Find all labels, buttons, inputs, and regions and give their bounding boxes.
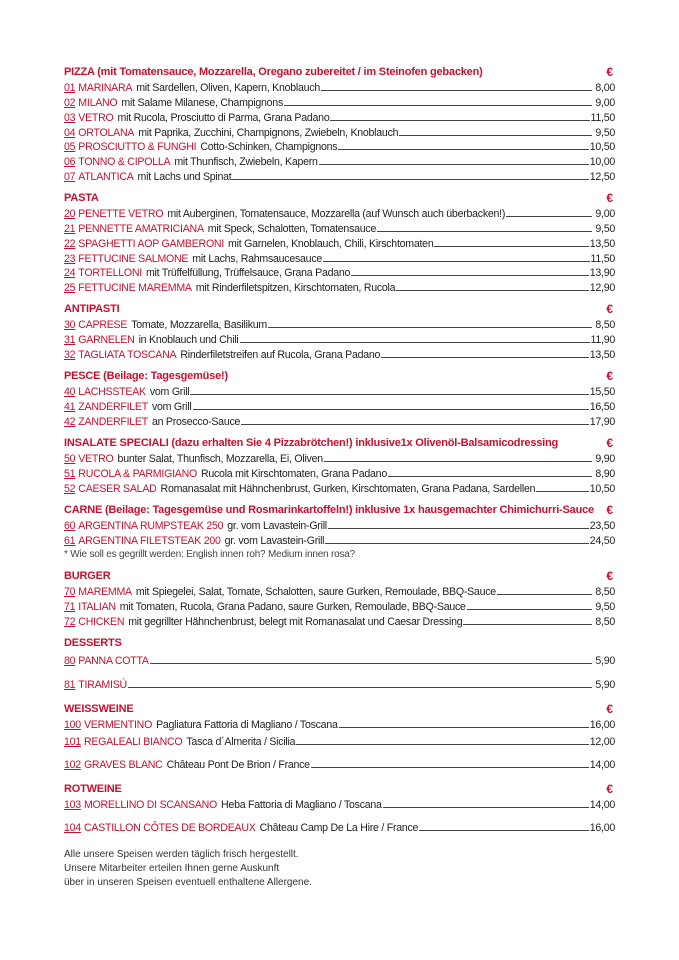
item-name: CAESER SALAD: [78, 482, 157, 495]
item-number: 81: [64, 678, 76, 691]
item-description: mit Tomaten, Rucola, Grana Padano, saure Gurken, Remoulade, BBQ-Sauce: [119, 600, 466, 613]
leader-line: [396, 290, 588, 291]
section-header: [64, 369, 615, 384]
item-name: CHICKEN: [78, 615, 125, 628]
section-header: [64, 636, 615, 651]
section-header: [64, 191, 615, 206]
leader-line: [399, 135, 592, 136]
menu-item-02: [64, 95, 615, 110]
item-price: 13,50: [589, 237, 615, 250]
item-description: an Prosecco-Sauce: [151, 415, 241, 428]
leader-line: [381, 357, 589, 358]
currency-symbol: €: [606, 369, 613, 383]
item-number: 25: [64, 282, 76, 295]
item-price: 10,50: [589, 482, 615, 495]
item-price: 9,00: [595, 207, 615, 220]
section-title: PIZZA (mit Tomatensauce, Mozzarella, Oregano zubereitet / im Steinofen gebacken): [64, 66, 483, 78]
item-number: 03: [64, 111, 76, 124]
menu-item-30: [64, 317, 615, 332]
item-price: 11,90: [590, 333, 615, 346]
item-number: 101: [64, 735, 81, 748]
item-number: 100: [64, 718, 81, 731]
item-price: 5,90: [595, 654, 615, 667]
leader-line: [190, 394, 588, 395]
item-description: Tasca d´Almerita / Sicilia: [186, 735, 296, 748]
currency-symbol: €: [606, 782, 613, 796]
leader-line: [325, 543, 588, 544]
item-description: vom Grill: [149, 385, 190, 398]
menu-item-50: [64, 451, 615, 466]
item-description: mit Paprika, Zucchini, Champignons, Zwiebeln, Knoblauch: [138, 126, 399, 139]
item-description: Rinderfiletstreifen auf Rucola, Grana Padano: [180, 348, 381, 361]
item-name: ZANDERFILET: [78, 415, 148, 428]
item-name: MORELLINO DI SCANSANO: [83, 798, 218, 811]
menu-item-41: [64, 399, 615, 414]
leader-line: [311, 767, 589, 768]
item-description: in Knoblauch und Chili: [138, 333, 239, 346]
section-header: [64, 702, 615, 717]
menu-item-04: [64, 125, 615, 140]
leader-line: [319, 164, 589, 165]
item-price: 9,90: [595, 452, 615, 465]
item-description: bunter Salat, Thunfisch, Mozzarella, Ei, Oliven: [117, 452, 323, 465]
item-description: Rucola mit Kirschtomaten, Grana Padano: [200, 467, 387, 480]
item-number: 51: [64, 467, 76, 480]
item-price: 12,90: [589, 282, 615, 295]
item-description: mit Lachs, Rahmsaucesauce: [192, 252, 323, 265]
item-name: ATLANTICA: [78, 171, 134, 184]
menu-item-05: [64, 140, 615, 155]
section-insalate: [64, 436, 615, 496]
leader-line: [338, 149, 588, 150]
item-number: 80: [64, 654, 76, 667]
section-header: [64, 569, 615, 584]
menu-item-81: [64, 677, 615, 692]
menu-item-71: [64, 599, 615, 614]
item-name: PANNA COTTA: [78, 654, 149, 667]
item-name: REGALEALI BIANCO: [83, 735, 183, 748]
menu-item-07: [64, 169, 615, 184]
leader-line: [328, 528, 589, 529]
item-name: PENETTE VETRO: [78, 207, 164, 220]
section-header: [64, 302, 615, 317]
leader-line: [128, 687, 592, 688]
item-name: TONNO & CIPOLLA: [78, 156, 171, 169]
grill-note: * Wie soll es gegrillt werden: English innen roh? Medium innen rosa?: [64, 548, 356, 560]
leader-line: [284, 105, 592, 106]
item-number: 104: [64, 821, 81, 834]
section-header: [64, 503, 615, 518]
menu-item-23: [64, 251, 615, 266]
menu-item-101: [64, 734, 615, 749]
leader-line: [241, 424, 589, 425]
item-number: 23: [64, 252, 76, 265]
item-number: 07: [64, 171, 76, 184]
menu-item-25: [64, 280, 615, 295]
item-name: VERMENTINO: [83, 718, 153, 731]
leader-line: [324, 461, 592, 462]
item-name: ARGENTINA RUMPSTEAK 250: [78, 519, 224, 532]
leader-line: [434, 246, 588, 247]
item-price: 5,90: [595, 678, 615, 691]
item-name: PENNETTE AMATRICIANA: [78, 222, 204, 235]
menu-item-03: [64, 110, 615, 125]
item-number: 61: [64, 534, 76, 547]
item-description: mit Lachs und Spinat: [137, 171, 232, 184]
item-description: Château Pont De Brion / France: [166, 758, 310, 771]
leader-line: [193, 409, 589, 410]
item-name: FETTUCINE MAREMMA: [78, 282, 192, 295]
section-title: INSALATE SPECIALI (dazu erhalten Sie 4 Pizzabrötchen!) inklusive1x Olivenöl-Balsamicodressing: [64, 437, 559, 449]
menu-item-32: [64, 347, 615, 362]
item-price: 9,50: [595, 222, 615, 235]
item-price: 10,50: [589, 141, 615, 154]
item-number: 50: [64, 452, 76, 465]
item-description: mit Rinderfiletspitzen, Kirschtomaten, Rucola: [195, 282, 396, 295]
menu-item-104: [64, 820, 615, 835]
currency-symbol: €: [606, 436, 613, 450]
section-antipasti: [64, 302, 615, 362]
menu-item-52: [64, 481, 615, 496]
leader-line: [232, 179, 588, 180]
section-weissweine: [64, 702, 615, 772]
section-title: CARNE (Beilage: Tagesgemüse und Rosmarinkartoffeln!) inklusive 1x hausgemachter Chimichurri-Sauce: [64, 504, 594, 516]
leader-line: [388, 476, 592, 477]
item-price: 8,90: [595, 467, 615, 480]
menu-item-72: [64, 614, 615, 629]
section-header: [64, 782, 615, 797]
item-number: 52: [64, 482, 76, 495]
leader-line: [296, 744, 588, 745]
leader-line: [377, 231, 592, 232]
item-price: 13,90: [589, 267, 615, 280]
item-description: Heba Fattoria di Magliano / Toscana: [221, 798, 382, 811]
section-title: ANTIPASTI: [64, 303, 120, 315]
menu-item-20: [64, 206, 615, 221]
section-title: WEISSWEINE: [64, 703, 134, 715]
item-price: 15,50: [589, 385, 615, 398]
item-number: 71: [64, 600, 76, 613]
leader-line: [321, 90, 592, 91]
item-name: RUCOLA & PARMIGIANO: [78, 467, 197, 480]
item-description: mit Sardellen, Oliven, Kapern, Knoblauch: [136, 81, 320, 94]
menu-item-102: [64, 757, 615, 772]
item-name: SPAGHETTI AOP GAMBERONI: [78, 237, 225, 250]
section-pesce: [64, 369, 615, 429]
menu-item-42: [64, 414, 615, 429]
item-name: TAGLIATA TOSCANA: [78, 348, 177, 361]
item-description: Romanasalat mit Hähnchenbrust, Gurken, Kirschtomaten, Grana Padana, Sardellen: [160, 482, 536, 495]
item-price: 14,00: [589, 798, 615, 811]
item-number: 06: [64, 156, 76, 169]
leader-line: [467, 609, 592, 610]
item-description: mit gegrillter Hähnchenbrust, belegt mit Romanasalat und Caesar Dressing: [128, 615, 463, 628]
section-title: ROTWEINE: [64, 783, 122, 795]
item-name: VETRO: [78, 452, 114, 465]
menu-item-51: [64, 466, 615, 481]
item-description: mit Garnelen, Knoblauch, Chili, Kirschtomaten: [228, 237, 434, 250]
menu-item-06: [64, 154, 615, 169]
item-description: mit Salame Milanese, Champignons: [121, 96, 283, 109]
menu-item-80: [64, 653, 615, 668]
item-name: MARINARA: [78, 81, 133, 94]
leader-line: [506, 216, 592, 217]
leader-line: [497, 594, 592, 595]
currency-symbol: €: [606, 191, 613, 205]
menu-item-22: [64, 236, 615, 251]
menu-item-01: [64, 80, 615, 95]
item-price: 8,00: [595, 81, 615, 94]
section-title: DESSERTS: [64, 637, 122, 649]
item-description: Château Camp De La Hire / France: [259, 821, 419, 834]
item-description: mit Auberginen, Tomatensauce, Mozzarella (auf Wunsch auch überbacken!): [167, 207, 506, 220]
item-number: 60: [64, 519, 76, 532]
item-name: GRAVES BLANC: [83, 758, 163, 771]
leader-line: [339, 727, 589, 728]
section-desserts: [64, 636, 615, 692]
item-name: PROSCIUTTO & FUNGHI: [78, 141, 197, 154]
section-title: BURGER: [64, 570, 111, 582]
item-price: 13,50: [589, 348, 615, 361]
leader-line: [536, 491, 588, 492]
footer-line: Alle unsere Speisen werden täglich frisch hergestellt.: [64, 849, 299, 860]
leader-line: [383, 807, 589, 808]
item-price: 24,50: [589, 534, 615, 547]
item-number: 02: [64, 96, 76, 109]
item-description: Tomate, Mozzarella, Basilikum: [131, 318, 267, 331]
section-header: [64, 65, 615, 80]
menu-item-40: [64, 384, 615, 399]
item-description: mit Trüffelfüllung, Trüffelsauce, Grana Padano: [145, 267, 351, 280]
item-description: mit Speck, Schalotten, Tomatensauce: [207, 222, 377, 235]
item-number: 21: [64, 222, 76, 235]
item-number: 42: [64, 415, 76, 428]
item-number: 41: [64, 400, 76, 413]
allergen-footer: [64, 848, 312, 890]
item-name: MILANO: [78, 96, 118, 109]
item-price: 8,50: [595, 318, 615, 331]
section-carne: [64, 503, 615, 562]
leader-line: [419, 830, 589, 831]
item-number: 70: [64, 585, 76, 598]
item-name: ZANDERFILET: [78, 400, 148, 413]
item-price: 12,00: [589, 735, 615, 748]
item-price: 16,00: [589, 718, 615, 731]
menu-item-103: [64, 797, 615, 812]
item-price: 16,50: [589, 400, 615, 413]
section-title: PASTA: [64, 192, 99, 204]
item-price: 9,50: [595, 126, 615, 139]
item-price: 9,50: [595, 600, 615, 613]
item-description: Cotto-Schinken, Champignons: [200, 141, 338, 154]
item-price: 17,90: [589, 415, 615, 428]
item-description: gr. vom Lavastein-Grill: [224, 534, 325, 547]
item-number: 20: [64, 207, 76, 220]
menu-item-70: [64, 584, 615, 599]
item-number: 22: [64, 237, 76, 250]
menu-item-60: [64, 518, 615, 533]
item-name: GARNELEN: [78, 333, 135, 346]
item-number: 103: [64, 798, 81, 811]
item-number: 102: [64, 758, 81, 771]
leader-line: [323, 261, 589, 262]
item-description: gr. vom Lavastein-Grill: [227, 519, 327, 532]
leader-line: [463, 624, 592, 625]
item-name: CASTILLON CÔTES DE BORDEAUX: [83, 821, 256, 834]
item-price: 23,50: [589, 519, 615, 532]
item-number: 32: [64, 348, 76, 361]
item-price: 11,50: [590, 252, 615, 265]
leader-line: [240, 342, 590, 343]
item-name: TIRAMISÚ: [78, 678, 127, 691]
item-number: 24: [64, 267, 76, 280]
item-price: 16,00: [589, 821, 615, 834]
section-rotweine: [64, 782, 615, 835]
item-price: 12,50: [589, 171, 615, 184]
leader-line: [330, 120, 589, 121]
item-description: mit Spiegelei, Salat, Tomate, Schalotten, saure Gurken, Remoulade, BBQ-Sauce: [135, 585, 496, 598]
item-name: ARGENTINA FILETSTEAK 200: [78, 534, 221, 547]
section-header: [64, 436, 615, 451]
item-description: Pagliatura Fattoria di Magliano / Toscana: [156, 718, 338, 731]
item-name: ITALIAN: [78, 600, 116, 613]
currency-symbol: €: [606, 65, 613, 79]
leader-line: [268, 327, 592, 328]
currency-symbol: €: [606, 302, 613, 316]
item-price: 8,50: [595, 585, 615, 598]
leader-line: [351, 275, 589, 276]
menu-item-31: [64, 332, 615, 347]
item-name: ORTOLANA: [78, 126, 135, 139]
menu-item-100: [64, 717, 615, 732]
item-description: mit Thunfisch, Zwiebeln, Kapern: [174, 156, 318, 169]
item-name: TORTELLONI: [78, 267, 142, 280]
currency-symbol: €: [606, 569, 613, 583]
item-name: VETRO: [78, 111, 114, 124]
item-description: vom Grill: [151, 400, 192, 413]
item-name: MAREMMA: [78, 585, 132, 598]
menu-item-21: [64, 221, 615, 236]
currency-symbol: €: [606, 503, 613, 517]
menu-item-24: [64, 266, 615, 281]
item-number: 40: [64, 385, 76, 398]
item-name: LACHSSTEAK: [78, 385, 146, 398]
currency-symbol: €: [606, 702, 613, 716]
footer-line: über in unseren Speisen eventuell enthaltene Allergene.: [64, 877, 312, 888]
item-name: CAPRESE: [78, 318, 128, 331]
section-pizza: [64, 65, 615, 184]
item-price: 8,50: [595, 615, 615, 628]
item-price: 10,00: [589, 156, 615, 169]
item-number: 04: [64, 126, 76, 139]
section-title: PESCE (Beilage: Tagesgemüse!): [64, 370, 228, 382]
item-number: 31: [64, 333, 76, 346]
item-number: 05: [64, 141, 76, 154]
item-price: 9,00: [595, 96, 615, 109]
section-pasta: [64, 191, 615, 295]
section-burger: [64, 569, 615, 629]
item-price: 11,50: [590, 111, 615, 124]
item-description: mit Rucola, Prosciutto di Parma, Grana Padano: [117, 111, 330, 124]
item-price: 14,00: [589, 758, 615, 771]
leader-line: [150, 663, 592, 664]
menu-item-61: [64, 533, 615, 548]
item-number: 30: [64, 318, 76, 331]
item-number: 01: [64, 81, 76, 94]
footer-line: Unsere Mitarbeiter erteilen Ihnen gerne Auskunft: [64, 863, 280, 874]
item-name: FETTUCINE SALMONE: [78, 252, 189, 265]
item-number: 72: [64, 615, 76, 628]
